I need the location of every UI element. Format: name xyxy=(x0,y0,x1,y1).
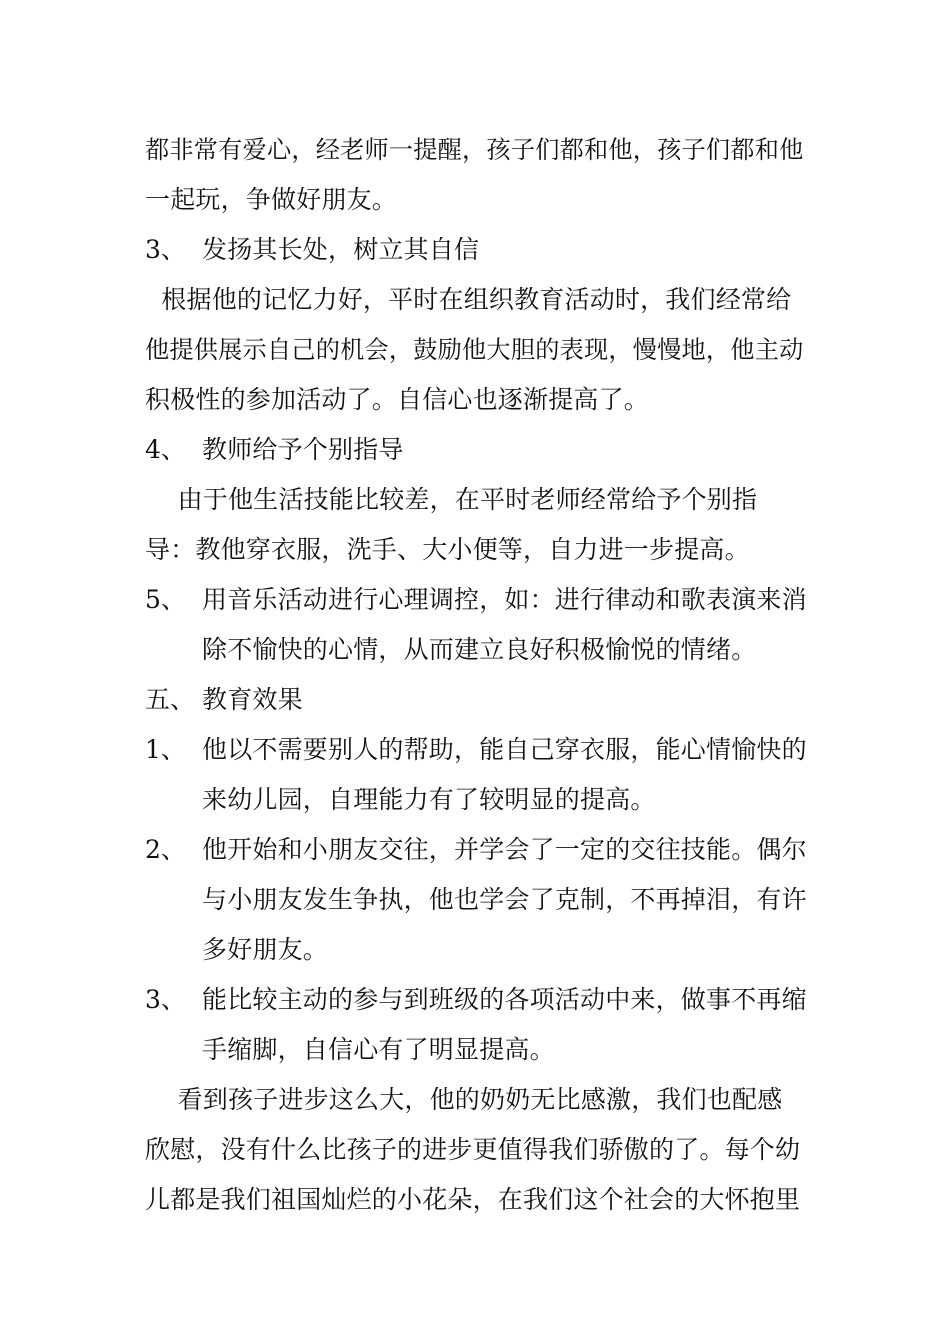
paragraph-line: 由于他生活技能比较差，在平时老师经常给予个别指 xyxy=(145,485,758,514)
paragraph-line: 一起玩，争做好朋友。 xyxy=(145,185,398,214)
list-item-text: 来幼儿园，自理能力有了较明显的提高。 xyxy=(202,785,656,814)
section-heading: 教育效果 xyxy=(202,685,303,714)
list-item-number: 3、 xyxy=(145,985,186,1014)
list-item-text: 与小朋友发生争执，他也学会了克制，不再掉泪，有许 xyxy=(202,885,807,914)
list-item-text: 他以不需要别人的帮助，能自己穿衣服，能心情愉快的 xyxy=(202,735,807,764)
list-item-number: 3、 xyxy=(145,235,186,264)
paragraph-line: 儿都是我们祖国灿烂的小花朵，在我们这个社会的大怀抱里 xyxy=(145,1185,801,1214)
list-item-text: 教师给予个别指导 xyxy=(202,435,404,464)
paragraph-line: 看到孩子进步这么大，他的奶奶无比感激，我们也配感 xyxy=(145,1085,783,1114)
paragraph-line: 都非常有爱心，经老师一提醒，孩子们都和他，孩子们都和他 xyxy=(145,136,804,164)
section-number: 五、 xyxy=(145,685,196,714)
paragraph-line: 根据他的记忆力好，平时在组织教育活动时，我们经常给 xyxy=(145,285,792,314)
list-item-text: 他开始和小朋友交往，并学会了一定的交往技能。偶尔 xyxy=(202,835,807,864)
list-item-text: 手缩脚，自信心有了明显提高。 xyxy=(202,1035,555,1064)
paragraph-line: 积极性的参加活动了。自信心也逐渐提高了。 xyxy=(145,385,650,414)
list-item-number: 5、 xyxy=(145,585,186,614)
list-item-text: 发扬其长处，树立其自信 xyxy=(202,235,480,264)
list-item-number: 1、 xyxy=(145,735,186,764)
list-item-text: 用音乐活动进行心理调控，如：进行律动和歌表演来消 xyxy=(202,585,807,614)
list-item-text: 多好朋友。 xyxy=(202,935,329,964)
list-item-number: 2、 xyxy=(145,835,186,864)
list-item-text: 除不愉快的心情，从而建立良好积极愉悦的情绪。 xyxy=(202,635,757,664)
paragraph-line: 欣慰，没有什么比孩子的进步更值得我们骄傲的了。每个幼 xyxy=(145,1135,801,1164)
list-item-number: 4、 xyxy=(145,435,186,464)
paragraph-line: 导：教他穿衣服，洗手、大小便等，自力进一步提高。 xyxy=(145,535,750,564)
list-item-text: 能比较主动的参与到班级的各项活动中来，做事不再缩 xyxy=(202,985,807,1014)
paragraph-line: 他提供展示自己的机会，鼓励他大胆的表现，慢慢地，他主动 xyxy=(145,336,804,364)
